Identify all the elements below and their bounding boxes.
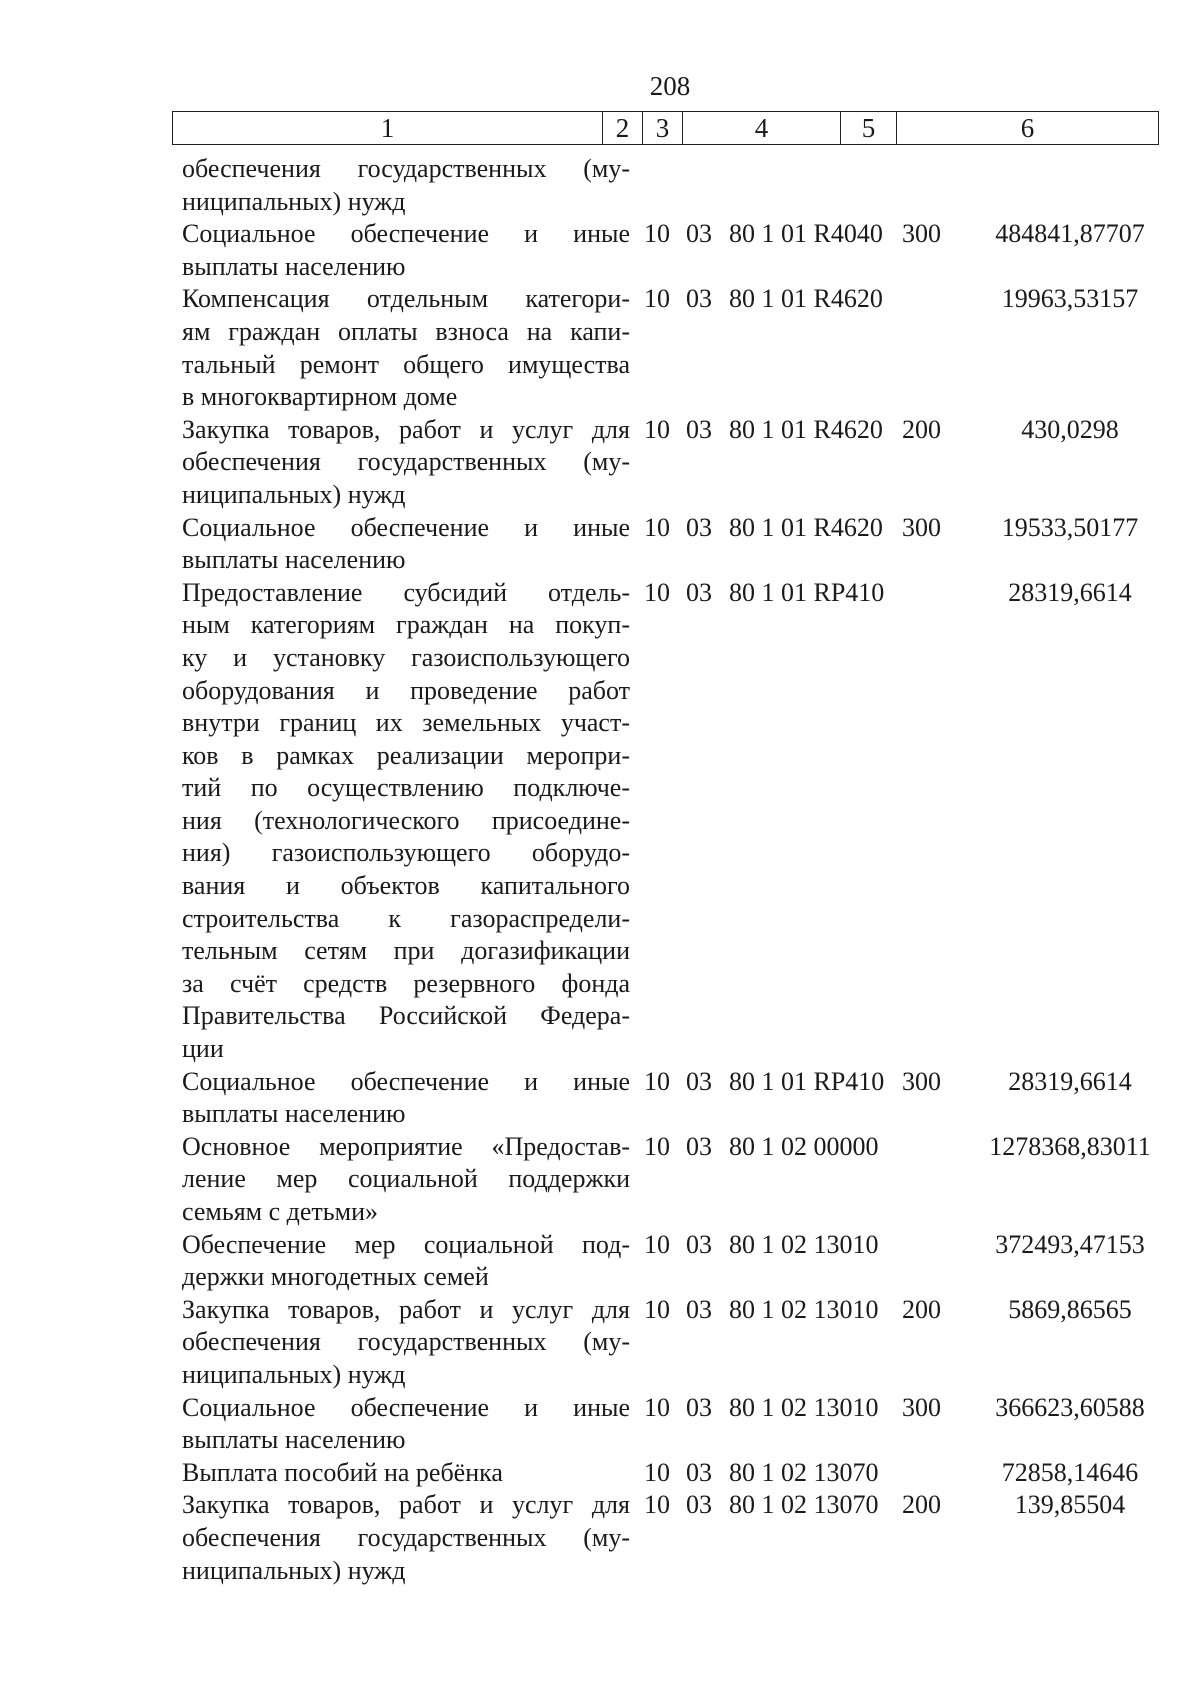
expense-type-code: 200: [902, 1294, 941, 1324]
table-body: [182, 153, 1172, 1587]
description-line: оборудования и проведение работ: [182, 675, 630, 705]
section-code: 10: [644, 1392, 670, 1422]
target-article-code: 80 1 01 R4620: [729, 512, 883, 542]
expense-type-code: 300: [902, 1392, 941, 1422]
table-header: [172, 111, 1159, 145]
table-header-row: [173, 112, 1159, 145]
table-row: [182, 1294, 1172, 1392]
row-description: [182, 283, 630, 413]
description-line: за счёт средств резервного фонда: [182, 968, 630, 998]
table-row: [182, 1066, 1172, 1131]
description-line: держки многодетных семей: [182, 1262, 489, 1292]
description-line: ям граждан оплаты взноса на капи-: [182, 316, 630, 346]
description-line: выплаты населению: [182, 1099, 406, 1129]
section-code: 10: [644, 1131, 670, 1161]
subsection-code: 03: [686, 1392, 712, 1422]
description-line: тий по осуществлению подключе-: [182, 773, 630, 803]
row-description: [182, 218, 630, 283]
table-row: [182, 153, 1172, 218]
table-row: [182, 1392, 1172, 1457]
column-header-1: 1: [173, 112, 603, 145]
description-line: внутри границ их земельных участ-: [182, 708, 630, 738]
expense-type-code: 200: [902, 414, 941, 444]
subsection-code: 03: [686, 1457, 712, 1487]
description-line: ниципальных) нужд: [182, 479, 406, 509]
subsection-code: 03: [686, 1229, 712, 1259]
description-line: обеспечения государственных (му-: [182, 447, 630, 477]
description-line: обеспечения государственных (му-: [182, 1327, 630, 1357]
description-line: Правительства Российской Федера-: [182, 1001, 630, 1031]
target-article-code: 80 1 01 R4620: [729, 414, 883, 444]
description-line: Закупка товаров, работ и услуг для: [182, 1490, 630, 1520]
description-line: ниципальных) нужд: [182, 186, 406, 216]
section-code: 10: [644, 219, 670, 249]
page-number: 208: [649, 71, 691, 101]
description-line: Социальное обеспечение и иные: [182, 1066, 630, 1096]
section-code: 10: [644, 414, 670, 444]
row-description: [182, 1229, 630, 1294]
description-line: Социальное обеспечение и иные: [182, 512, 630, 542]
description-line: Закупка товаров, работ и услуг для: [182, 414, 630, 444]
expense-type-code: 300: [902, 1066, 941, 1096]
expense-type-code: 200: [902, 1490, 941, 1520]
amount: 366623,60588: [995, 1392, 1145, 1422]
subsection-code: 03: [686, 577, 712, 607]
description-line: ниципальных) нужд: [182, 1359, 406, 1389]
target-article-code: 80 1 02 13010: [729, 1392, 879, 1422]
description-line: Обеспечение мер социальной под-: [182, 1229, 630, 1259]
amount: 19533,50177: [1001, 512, 1139, 542]
target-article-code: 80 1 01 R4620: [729, 284, 883, 314]
amount: 72858,14646: [1001, 1457, 1139, 1487]
table-row: [182, 577, 1172, 1066]
section-code: 10: [644, 284, 670, 314]
description-line: Выплата пособий на ребёнка: [182, 1457, 503, 1487]
column-header-5: 5: [841, 112, 897, 145]
table-row: [182, 414, 1172, 512]
amount: 28319,6614: [1008, 1066, 1132, 1096]
amount: 372493,47153: [995, 1229, 1145, 1259]
section-code: 10: [644, 577, 670, 607]
amount: 5869,86565: [1008, 1294, 1132, 1324]
column-header-3: 3: [643, 112, 683, 145]
table-row: [182, 283, 1172, 413]
description-line: ния) газоиспользующего оборудо-: [182, 838, 630, 868]
description-line: Социальное обеспечение и иные: [182, 219, 630, 249]
row-description: [182, 1457, 630, 1490]
subsection-code: 03: [686, 1490, 712, 1520]
description-line: ление мер социальной поддержки: [182, 1164, 630, 1194]
target-article-code: 80 1 02 13070: [729, 1490, 879, 1520]
description-line: Социальное обеспечение и иные: [182, 1392, 630, 1422]
row-description: [182, 153, 630, 218]
description-line: ков в рамках реализации меропри-: [182, 740, 630, 770]
table-row: [182, 1489, 1172, 1587]
description-line: вания и объектов капитального: [182, 871, 630, 901]
amount: 484841,87707: [995, 219, 1145, 249]
column-header-2: 2: [603, 112, 643, 145]
section-code: 10: [644, 1490, 670, 1520]
target-article-code: 80 1 01 RP410: [729, 577, 885, 607]
row-description: [182, 1294, 630, 1392]
expense-type-code: 300: [902, 512, 941, 542]
description-line: Закупка товаров, работ и услуг для: [182, 1294, 630, 1324]
description-line: строительства к газораспредели-: [182, 903, 630, 933]
subsection-code: 03: [686, 219, 712, 249]
amount: 28319,6614: [1008, 577, 1132, 607]
amount: 19963,53157: [1001, 284, 1139, 314]
row-description: [182, 1131, 630, 1229]
description-line: ниципальных) нужд: [182, 1555, 406, 1585]
description-line: выплаты населению: [182, 545, 406, 575]
table-row: [182, 1457, 1172, 1490]
target-article-code: 80 1 01 RP410: [729, 1066, 885, 1096]
table-row: [182, 218, 1172, 283]
description-line: семьям с детьми»: [182, 1197, 379, 1226]
subsection-code: 03: [686, 512, 712, 542]
subsection-code: 03: [686, 414, 712, 444]
description-line: выплаты населению: [182, 251, 406, 281]
row-description: [182, 577, 630, 1066]
subsection-code: 03: [686, 1066, 712, 1096]
description-line: выплаты населению: [182, 1425, 406, 1455]
description-line: тельным сетям при догазификации: [182, 936, 630, 966]
description-line: обеспечения государственных (му-: [182, 1522, 630, 1552]
description-line: в многоквартирном доме: [182, 382, 458, 412]
row-description: [182, 1489, 630, 1587]
row-description: [182, 512, 630, 577]
description-line: Основное мероприятие «Предостав-: [182, 1131, 630, 1161]
row-description: [182, 414, 630, 512]
amount: 139,85504: [1014, 1490, 1126, 1520]
target-article-code: 80 1 01 R4040: [729, 219, 883, 249]
subsection-code: 03: [686, 1294, 712, 1324]
description-line: ния (технологического присоедине-: [182, 805, 630, 835]
section-code: 10: [644, 1066, 670, 1096]
row-description: [182, 1392, 630, 1457]
expense-type-code: 300: [902, 219, 941, 249]
section-code: 10: [644, 1294, 670, 1324]
description-line: Компенсация отдельным категори-: [182, 284, 630, 314]
table-row: [182, 1131, 1172, 1229]
row-description: [182, 1066, 630, 1131]
target-article-code: 80 1 02 00000: [729, 1131, 879, 1161]
description-line: тальный ремонт общего имущества: [182, 349, 630, 379]
target-article-code: 80 1 02 13010: [729, 1229, 879, 1259]
description-line: ным категориям граждан на покуп-: [182, 610, 630, 640]
column-header-4: 4: [683, 112, 841, 145]
table-row: [182, 1229, 1172, 1294]
section-code: 10: [644, 1457, 670, 1487]
description-line: ку и установку газоиспользующего: [182, 642, 630, 672]
subsection-code: 03: [686, 1131, 712, 1161]
description-line: Предоставление субсидий отдель-: [182, 577, 630, 607]
amount: 430,0298: [1021, 414, 1119, 444]
subsection-code: 03: [686, 284, 712, 314]
column-header-6: 6: [897, 112, 1159, 145]
table-row: [182, 512, 1172, 577]
description-line: обеспечения государственных (му-: [182, 154, 630, 183]
section-code: 10: [644, 1229, 670, 1259]
amount: 1278368,83011: [989, 1131, 1151, 1161]
target-article-code: 80 1 02 13010: [729, 1294, 879, 1324]
description-line: ции: [182, 1034, 224, 1064]
section-code: 10: [644, 512, 670, 542]
target-article-code: 80 1 02 13070: [729, 1457, 879, 1487]
